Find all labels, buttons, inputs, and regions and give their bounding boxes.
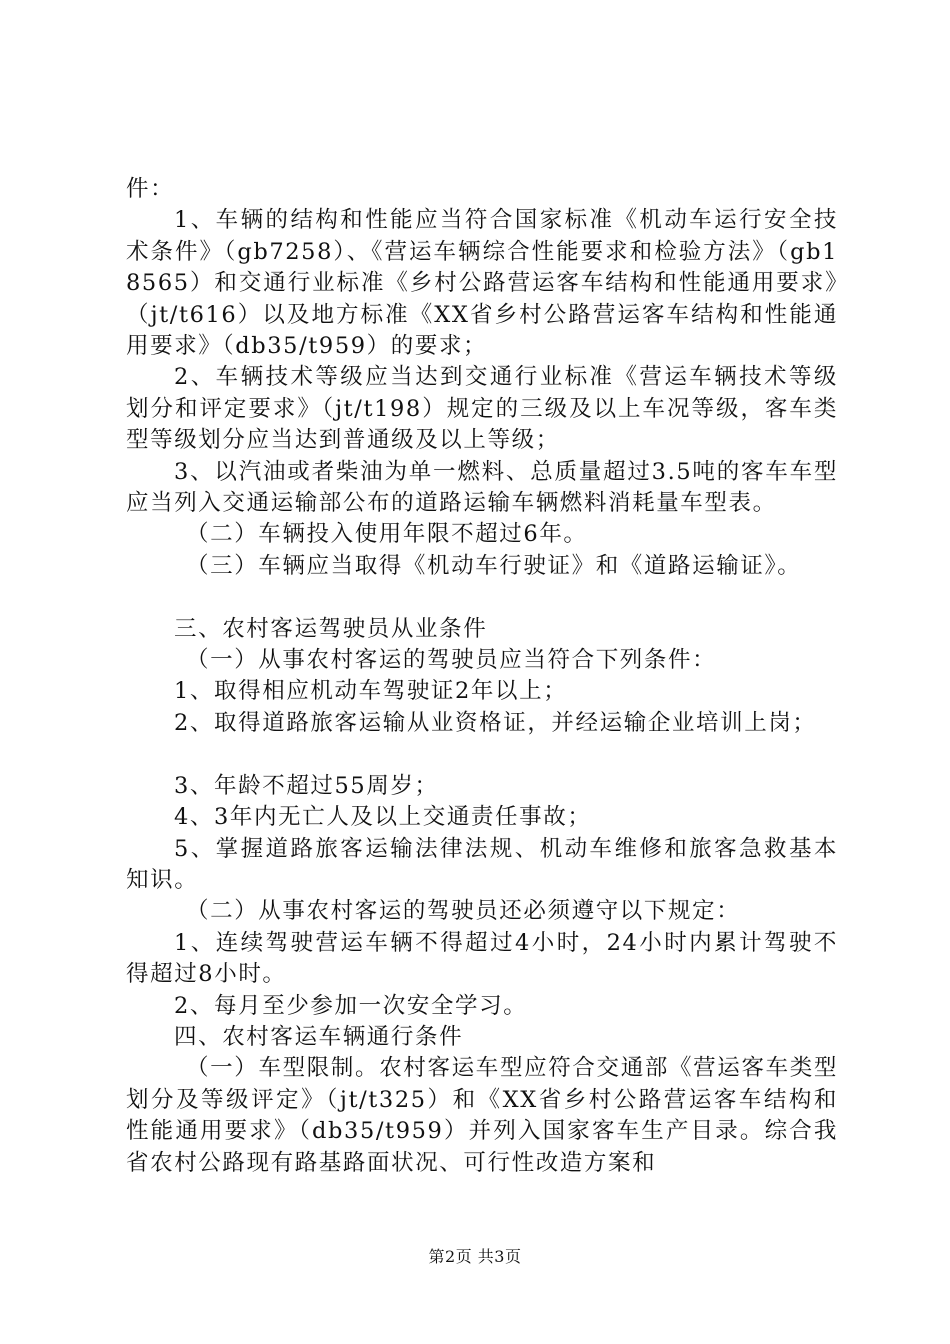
paragraph-vehicle-license: （三）车辆应当取得《机动车行驶证》和《道路运输证》。 [186, 552, 802, 579]
paragraph-vehicle-age: （二）车辆投入使用年限不超过6年。 [186, 521, 588, 548]
paragraph-driver-conditions: （一）从事农村客运的驾驶员应当符合下列条件： [186, 647, 717, 674]
blank-line [126, 582, 838, 613]
paragraph-driver-rules: （二）从事农村客运的驾驶员还必须遵守以下规定： [186, 898, 741, 925]
paragraph-item-2-tech-grade: 2、车辆技术等级应当达到交通行业标准《营运车辆技术等级划分和评定要求》（jt/t198）规定的三级及以上车况等级，客车类型等级划分应当达到普通级及以上等级； [126, 364, 838, 454]
paragraph-item-3-fuel: 3、以汽油或者柴油为单一燃料、总质量超过3.5吨的客车车型应当列入交通运输部公布的道路运输车辆燃料消耗量车型表。 [126, 458, 838, 517]
page-number-footer: 第2页 共3页 [428, 1247, 522, 1266]
paragraph-vehicle-type-limit: （一）车型限制。农村客运车型应符合交通部《营运客车类型划分及等级评定》（jt/t325）和《XX省乡村公路营运客车结构和性能通用要求》（db35/t959）并列入国家客车生产目录。综合我省农村公路现有路基路面状况、可行性改造方案和 [126, 1055, 838, 1176]
paragraph-driver-item-3: 3、年龄不超过55周岁； [174, 772, 439, 799]
paragraph-item-1-structure: 1、车辆的结构和性能应当符合国家标准《机动车运行安全技术条件》（gb7258）、《营运车辆综合性能要求和检验方法》（gb18565）和交通行业标准《乡村公路营运客车结构和性能通用要求》（jt/t616）以及地方标准《XX省乡村公路营运客车结构和性能通用要求》（db35/t959）的要求； [126, 207, 838, 360]
paragraph-driver-item-2: 2、取得道路旅客运输从业资格证，并经运输企业培训上岗； [174, 709, 817, 736]
paragraph-rule-item-2: 2、每月至少参加一次安全学习。 [174, 992, 528, 1019]
paragraph-continuation: 件： [126, 176, 175, 202]
document-body [126, 174, 838, 1179]
paragraph-driver-item-1: 1、取得相应机动车驾驶证2年以上； [174, 678, 568, 705]
section-heading-vehicle-passage: 四、农村客运车辆通行条件 [174, 1023, 464, 1050]
blank-line [126, 739, 838, 770]
paragraph-driver-item-5: 5、掌握道路旅客运输法律法规、机动车维修和旅客急救基本知识。 [126, 835, 838, 893]
section-heading-driver: 三、农村客运驾驶员从业条件 [174, 615, 488, 642]
paragraph-driver-item-4: 4、3年内无亡人及以上交通责任事故； [174, 804, 592, 831]
paragraph-rule-item-1: 1、连续驾驶营运车辆不得超过4小时，24小时内累计驾驶不得超过8小时。 [126, 929, 838, 988]
